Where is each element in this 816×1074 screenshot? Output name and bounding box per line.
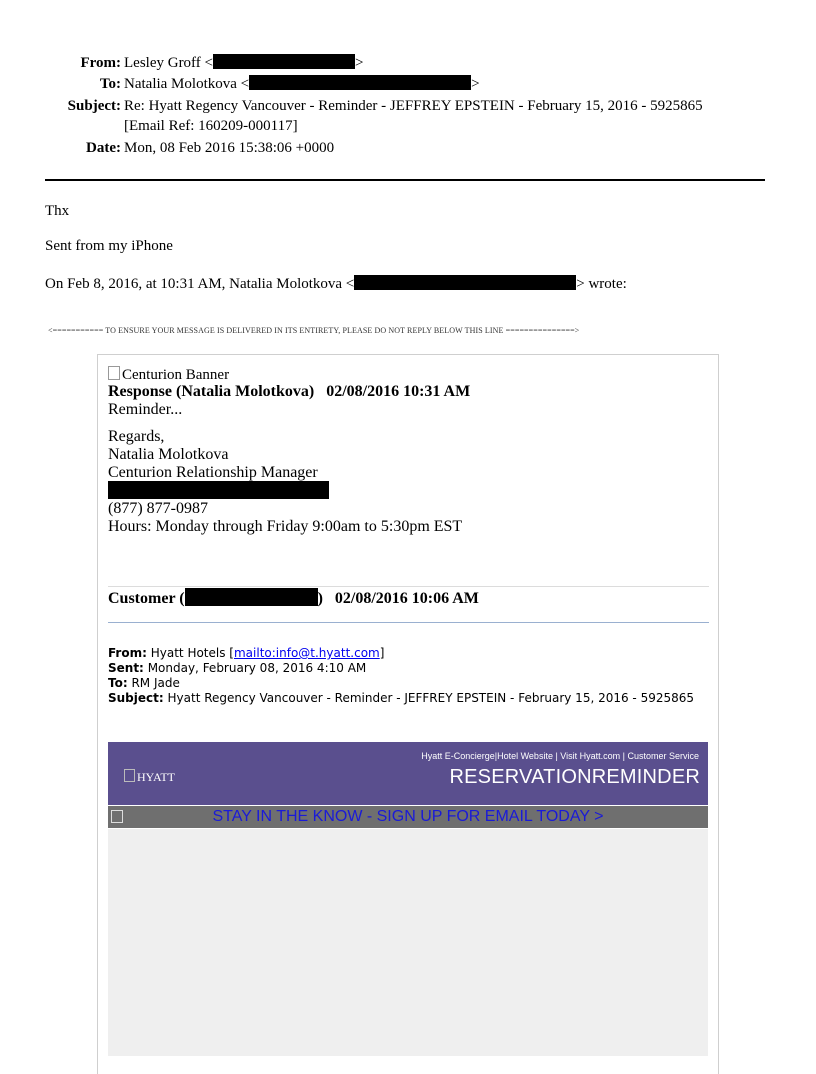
redaction-block [213, 54, 355, 69]
fwd-to-value: RM Jade [131, 676, 180, 690]
fwd-from-link[interactable]: mailto:info@t.hyatt.com [233, 646, 380, 660]
hyatt-logo-alt: HYATT [137, 770, 175, 784]
subject-label: Subject: [67, 98, 121, 114]
to-value [124, 75, 480, 93]
to-label: To: [99, 76, 121, 92]
regards-text: Regards, [108, 428, 165, 445]
fwd-sent-value: Monday, February 08, 2016 4:10 AM [147, 661, 367, 675]
redaction-block [108, 481, 329, 499]
centurion-banner [108, 366, 229, 383]
broken-image-icon [108, 366, 120, 380]
date-label: Date: [86, 140, 121, 156]
fwd-subject-value: Hyatt Regency Vancouver - Reminder - JEFFREY EPSTEIN - February 15, 2016 - 5925865 [167, 691, 695, 705]
reminder-text: Reminder... [108, 401, 183, 418]
to-name: Natalia Molotkova < [124, 76, 250, 92]
quote-attribution [45, 275, 627, 293]
subject-line-1: Re: Hyatt Regency Vancouver - Reminder - JEFFREY EPSTEIN - February 15, 2016 - 5925865 [124, 98, 703, 114]
customer-divider-bottom [108, 622, 709, 623]
fwd-sent-label: Sent: [108, 661, 144, 675]
fwd-from-close: ] [379, 646, 385, 660]
sender-hours: Hours: Monday through Friday 9:00am to 5:30pm EST [108, 518, 463, 535]
fwd-from-row [108, 646, 384, 661]
reply-text: Thx [45, 203, 70, 219]
broken-image-icon [124, 769, 135, 782]
customer-suffix: ) 02/08/2016 10:06 AM [317, 590, 479, 607]
fwd-subject-row [108, 691, 694, 706]
to-close: > [471, 76, 480, 92]
subject-line-2: [Email Ref: 160209-000117] [124, 118, 298, 134]
hyatt-logo [124, 769, 175, 785]
from-name: Lesley Groff < [124, 55, 213, 71]
from-label: From: [80, 55, 121, 71]
reply-separator: <=========== TO ENSURE YOUR MESSAGE IS DELIVERED IN ITS ENTIRETY, PLEASE DO NOT REPLY BELOW THIS LINE ===============> [48, 326, 580, 335]
from-close: > [355, 55, 364, 71]
quote-suffix: > wrote: [576, 276, 627, 292]
signature-line: Sent from my iPhone [45, 238, 173, 254]
hyatt-reservation-title: RESERVATIONREMINDER [449, 766, 700, 788]
fwd-from-value: Hyatt Hotels [ [150, 646, 234, 660]
from-value [124, 54, 363, 72]
header-divider [45, 179, 765, 181]
redaction-block [185, 588, 318, 606]
banner-alt-text: Centurion Banner [122, 367, 230, 383]
fwd-subject-label: Subject: [108, 691, 164, 705]
hyatt-content-area [108, 829, 708, 1056]
customer-divider-top [108, 586, 709, 587]
sender-title: Centurion Relationship Manager [108, 464, 318, 481]
fwd-to-row [108, 676, 180, 691]
fwd-sent-row [108, 661, 366, 676]
fwd-from-label: From: [108, 646, 147, 660]
redaction-block [354, 275, 576, 290]
customer-heading [108, 588, 479, 608]
fwd-to-label: To: [108, 676, 128, 690]
sender-name: Natalia Molotkova [108, 446, 229, 463]
sender-phone: (877) 877-0987 [108, 500, 208, 517]
hyatt-nav-links[interactable]: Hyatt E-Concierge|Hotel Website | Visit Hyatt.com | Customer Service [421, 751, 699, 761]
customer-prefix: Customer ( [108, 590, 185, 607]
header-subject-row-2 [124, 117, 298, 135]
quote-prefix: On Feb 8, 2016, at 10:31 AM, Natalia Molotkova < [45, 276, 355, 292]
date-value: Mon, 08 Feb 2016 15:38:06 +0000 [124, 140, 335, 156]
response-heading: Response (Natalia Molotkova) 02/08/2016 10:31 AM [108, 383, 471, 400]
redaction-block [249, 75, 471, 90]
signup-link[interactable]: STAY IN THE KNOW - SIGN UP FOR EMAIL TODAY > [212, 808, 604, 825]
